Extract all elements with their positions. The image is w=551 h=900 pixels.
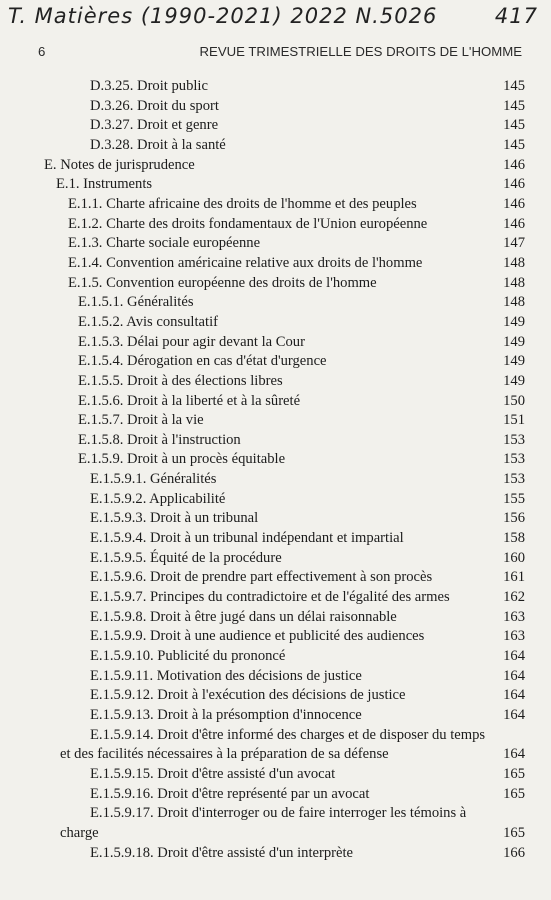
toc-entry-label: E.1.5.9. Droit à un procès équitable: [78, 451, 286, 468]
toc-entry-page: 145: [503, 136, 525, 153]
toc-entry: [0, 470, 551, 490]
toc-entry-label: E.1.1. Charte africaine des droits de l'homme et des peuples: [68, 195, 417, 212]
toc-entry-label: E.1.5.6. Droit à la liberté et à la sûreté: [78, 392, 301, 409]
toc-entry-label: D.3.27. Droit et genre: [90, 117, 219, 134]
toc-entry-page: 149: [503, 333, 525, 350]
toc-entry-label: E.1. Instruments: [56, 176, 153, 193]
toc-entry: [0, 490, 551, 510]
toc-entry-label: D.3.28. Droit à la santé: [90, 136, 226, 153]
toc-entry: [0, 293, 551, 313]
toc-entry: [0, 549, 551, 569]
toc-entry: [0, 116, 551, 136]
toc-entry-page: 145: [503, 78, 525, 94]
toc-entry: [0, 706, 551, 726]
toc-entry-label: E.1.5.9.15. Droit d'être assisté d'un avocat: [90, 765, 336, 782]
toc-entry: [0, 215, 551, 235]
toc-entry-page: 147: [503, 235, 525, 252]
toc-entry-label: E.1.5.9.12. Droit à l'exécution des décisions de justice: [90, 687, 406, 704]
toc-entry-page: 166: [503, 844, 525, 861]
toc-entry-label: E.1.5.9.16. Droit d'être représenté par un avocat: [90, 785, 370, 802]
toc-entry-label: E.1.5.7. Droit à la vie: [78, 412, 204, 429]
toc-entry-page: 164: [503, 746, 525, 763]
toc-entry-page: 160: [503, 549, 525, 566]
toc-entry-label: E.1.5.9.18. Droit d'être assisté d'un interprète: [90, 844, 354, 861]
toc-entry-page: 145: [503, 117, 525, 134]
toc-entry-label: E.1.5.9.13. Droit à la présomption d'innocence: [90, 707, 362, 723]
toc-entry-label: E.1.5.9.7. Principes du contradictoire et de l'égalité des armes: [90, 589, 450, 606]
page-number: 6: [38, 44, 46, 59]
toc-entry-page: 162: [503, 589, 525, 606]
toc-entry-label-continued: charge: [60, 824, 99, 841]
toc-entry-label-continued: et des facilités nécessaires à la préparation de sa défense: [60, 746, 389, 763]
toc-entry-page: 165: [503, 824, 525, 841]
toc-entry: [0, 254, 551, 274]
handwritten-number: 417: [494, 4, 538, 28]
toc-entry: [0, 588, 551, 608]
toc-entry: [0, 352, 551, 372]
toc-entry-page: 148: [503, 294, 525, 311]
handwritten-reference: T. Matières (1990-2021) 2022 N.5026: [8, 4, 438, 28]
toc-entry-page: 146: [503, 215, 525, 232]
toc-entry: [0, 392, 551, 412]
toc-entry: [0, 568, 551, 588]
toc-entry-label: E.1.5.9.17. Droit d'interroger ou de faire interroger les témoins à: [90, 805, 467, 822]
toc-entry: [0, 844, 551, 864]
toc-entry: [0, 156, 551, 176]
toc-entry-page: 164: [503, 687, 525, 704]
toc-entry-page: 149: [503, 372, 525, 389]
toc-entry: [0, 647, 551, 667]
toc-entry-page: 148: [503, 274, 525, 291]
toc-entry-page: 155: [503, 490, 525, 507]
toc-entry-page: 164: [503, 707, 525, 723]
toc-entry-label: E.1.3. Charte sociale européenne: [68, 235, 261, 252]
toc-entry: [0, 313, 551, 333]
toc-entry-label: E.1.5.9.8. Droit à être jugé dans un délai raisonnable: [90, 608, 397, 625]
toc-entry-page: 156: [503, 510, 525, 527]
toc-entry-page: 149: [503, 313, 525, 330]
toc-entry-label: E.1.5.2. Avis consultatif: [78, 313, 218, 330]
toc-entry: [0, 509, 551, 529]
toc-entry-page: 164: [503, 648, 525, 665]
toc-entry: [0, 608, 551, 628]
journal-title: REVUE TRIMESTRIELLE DES DROITS DE L'HOMME: [199, 44, 522, 59]
toc-entry: [0, 372, 551, 392]
toc-entry: [0, 431, 551, 451]
toc-entry: [0, 195, 551, 215]
toc-entry: [0, 686, 551, 706]
toc-entry: [0, 529, 551, 549]
toc-entry-label: E.1.5.9.14. Droit d'être informé des charges et de disposer du temps: [90, 726, 486, 743]
toc-entry-label: E.1.5.9.5. Équité de la procédure: [90, 549, 282, 566]
toc-entry-label: E.1.5.9.3. Droit à un tribunal: [90, 510, 259, 527]
toc-entry-page: 165: [503, 765, 525, 782]
toc-entry-label: E.1.5.3. Délai pour agir devant la Cour: [78, 333, 305, 350]
toc-entry: [0, 765, 551, 785]
toc-entry-label: E.1.5. Convention européenne des droits de l'homme: [68, 274, 377, 291]
toc-entry-page: 150: [503, 392, 525, 409]
toc-entry-page: 153: [503, 451, 525, 468]
toc-entry-label: D.3.25. Droit public: [90, 78, 208, 94]
toc-entry: [0, 274, 551, 294]
toc-entry: [0, 667, 551, 687]
toc-entry: [0, 97, 551, 117]
toc-entry-page: 161: [503, 569, 525, 586]
toc-entry: [0, 411, 551, 431]
toc-entry: [0, 234, 551, 254]
toc-entry-page: 146: [503, 195, 525, 212]
toc-entry-page: 145: [503, 97, 525, 114]
toc-entry-page: 151: [503, 412, 525, 429]
toc-entry-page: 165: [503, 785, 525, 802]
page-header: [30, 44, 522, 62]
toc-entry-label: E.1.5.9.4. Droit à un tribunal indépendant et impartial: [90, 530, 404, 547]
toc-entry-label: E.1.4. Convention américaine relative aux droits de l'homme: [68, 254, 423, 271]
toc-entry-label: E.1.5.9.1. Généralités: [90, 471, 217, 488]
toc-entry-page: 153: [503, 431, 525, 448]
toc-entry: [0, 726, 551, 765]
toc-entry-label: E.1.5.8. Droit à l'instruction: [78, 431, 241, 448]
toc-entry: [0, 804, 551, 843]
toc-entry-label: E.1.5.5. Droit à des élections libres: [78, 372, 283, 389]
toc-entry-page: 148: [503, 254, 525, 271]
toc-entry-page: 164: [503, 667, 525, 684]
toc-entry-page: 158: [503, 530, 525, 547]
toc-entry-page: 146: [503, 176, 525, 193]
table-of-contents: [0, 77, 551, 863]
toc-entry-label: E.1.5.9.9. Droit à une audience et publicité des audiences: [90, 628, 425, 645]
toc-entry-label: E. Notes de jurisprudence: [44, 156, 195, 173]
toc-entry-page: 163: [503, 628, 525, 645]
toc-entry-page: 149: [503, 353, 525, 370]
toc-entry: [0, 136, 551, 156]
toc-entry-label: E.1.5.4. Dérogation en cas d'état d'urgence: [78, 353, 327, 370]
toc-entry: [0, 333, 551, 353]
toc-entry-label: E.1.5.1. Généralités: [78, 294, 194, 311]
toc-entry: [0, 175, 551, 195]
toc-entry-page: 163: [503, 608, 525, 625]
toc-entry-label: E.1.5.9.11. Motivation des décisions de justice: [90, 667, 362, 684]
toc-entry-page: 153: [503, 471, 525, 488]
toc-entry-label: E.1.2. Charte des droits fondamentaux de l'Union européenne: [68, 215, 428, 232]
toc-entry: [0, 77, 551, 97]
toc-entry-page: 146: [503, 156, 525, 173]
toc-entry-label: E.1.5.9.10. Publicité du prononcé: [90, 648, 286, 665]
toc-entry-label: E.1.5.9.6. Droit de prendre part effectivement à son procès: [90, 569, 433, 586]
toc-entry-label: D.3.26. Droit du sport: [90, 97, 219, 114]
toc-entry-label: E.1.5.9.2. Applicabilité: [90, 490, 226, 507]
toc-entry: [0, 450, 551, 470]
toc-entry: [0, 785, 551, 805]
toc-entry: [0, 627, 551, 647]
